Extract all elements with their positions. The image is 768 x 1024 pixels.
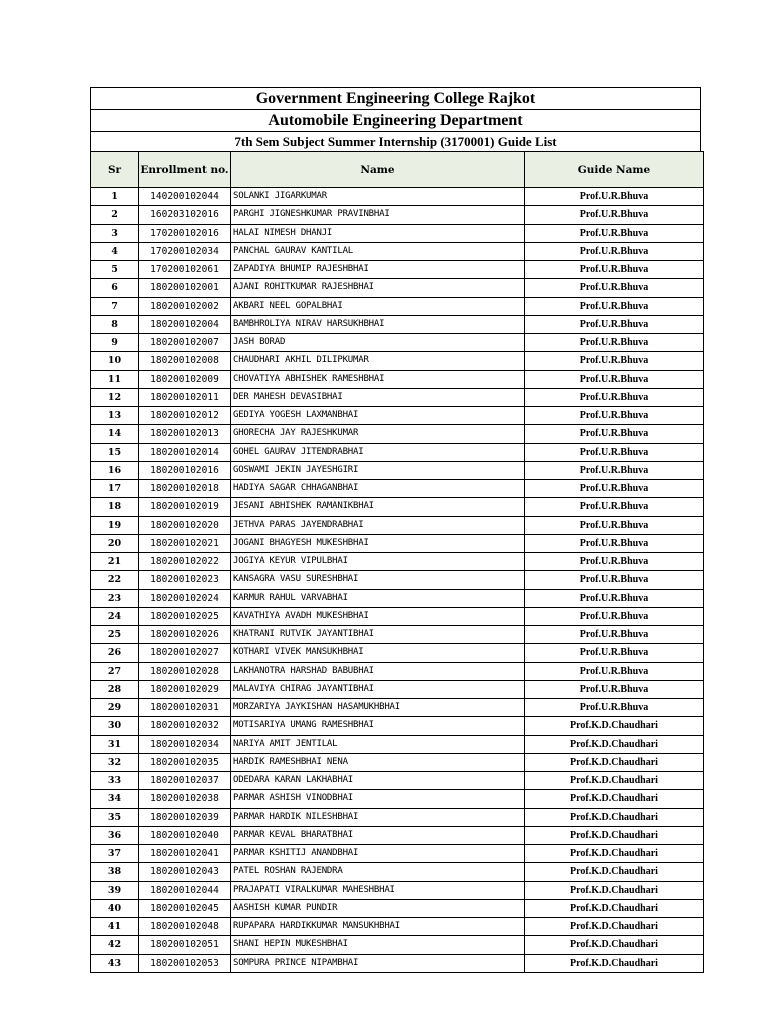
table-row [91,553,704,571]
row-name-cell: GHORECHA JAY RAJESHKUMAR [231,425,525,443]
table-row [91,644,704,662]
row-sr-cell: 8 [91,315,139,333]
table-row [91,826,704,844]
table-row [91,188,704,206]
row-guide-cell: Prof.U.R.Bhuva [525,516,704,534]
table-row [91,443,704,461]
row-guide-cell: Prof.U.R.Bhuva [525,407,704,425]
row-sr-cell: 14 [91,425,139,443]
row-enrollment-cell: 180200102037 [139,772,231,790]
table-row [91,954,704,972]
table-row [91,680,704,698]
row-guide-cell: Prof.U.R.Bhuva [525,607,704,625]
row-guide-cell: Prof.K.D.Chaudhari [525,772,704,790]
row-guide-cell: Prof.U.R.Bhuva [525,553,704,571]
row-enrollment-cell: 180200102021 [139,534,231,552]
row-guide-cell: Prof.K.D.Chaudhari [525,790,704,808]
row-name-cell: KHATRANI RUTVIK JAYANTIBHAI [231,626,525,644]
row-sr-cell: 36 [91,826,139,844]
table-row [91,352,704,370]
row-sr-cell: 40 [91,899,139,917]
row-sr-cell: 27 [91,662,139,680]
row-name-cell: CHOVATIYA ABHISHEK RAMESHBHAI [231,370,525,388]
row-guide-cell: Prof.U.R.Bhuva [525,206,704,224]
row-sr-cell: 18 [91,498,139,516]
row-enrollment-cell: 180200102018 [139,480,231,498]
row-name-cell: HADIYA SAGAR CHHAGANBHAI [231,480,525,498]
row-enrollment-cell: 180200102040 [139,826,231,844]
table-row [91,315,704,333]
row-sr-cell: 41 [91,918,139,936]
row-enrollment-cell: 180200102038 [139,790,231,808]
row-sr-cell: 6 [91,279,139,297]
table-row [91,626,704,644]
guide-list-sheet [90,87,701,973]
table-row [91,863,704,881]
row-name-cell: PATEL ROSHAN RAJENDRA [231,863,525,881]
table-row [91,662,704,680]
table-row [91,516,704,534]
row-guide-cell: Prof.K.D.Chaudhari [525,881,704,899]
row-enrollment-cell: 180200102001 [139,279,231,297]
table-row [91,845,704,863]
row-sr-cell: 5 [91,261,139,279]
row-name-cell: HARDIK RAMESHBHAI NENA [231,753,525,771]
row-name-cell: ODEDARA KARAN LAKHABHAI [231,772,525,790]
row-name-cell: PARMAR KEVAL BHARATBHAI [231,826,525,844]
row-name-cell: LAKHANOTRA HARSHAD BABUBHAI [231,662,525,680]
row-enrollment-cell: 180200102053 [139,954,231,972]
row-sr-cell: 16 [91,461,139,479]
table-row [91,279,704,297]
column-header-guide: Guide Name [525,152,704,188]
row-sr-cell: 38 [91,863,139,881]
row-guide-cell: Prof.U.R.Bhuva [525,699,704,717]
row-sr-cell: 15 [91,443,139,461]
row-sr-cell: 22 [91,571,139,589]
row-sr-cell: 37 [91,845,139,863]
row-enrollment-cell: 180200102044 [139,881,231,899]
row-enrollment-cell: 180200102009 [139,370,231,388]
table-row [91,498,704,516]
row-guide-cell: Prof.U.R.Bhuva [525,534,704,552]
table-header-row [91,152,704,188]
row-name-cell: SOLANKI JIGARKUMAR [231,188,525,206]
row-sr-cell: 31 [91,735,139,753]
row-name-cell: HALAI NIMESH DHANJI [231,224,525,242]
row-enrollment-cell: 180200102004 [139,315,231,333]
row-enrollment-cell: 180200102045 [139,899,231,917]
row-sr-cell: 35 [91,808,139,826]
row-name-cell: SHANI HEPIN MUKESHBHAI [231,936,525,954]
table-row [91,334,704,352]
row-sr-cell: 7 [91,297,139,315]
column-header-name: Name [231,152,525,188]
table-row [91,699,704,717]
department-title: Automobile Engineering Department [90,109,701,131]
row-guide-cell: Prof.K.D.Chaudhari [525,808,704,826]
row-enrollment-cell: 180200102019 [139,498,231,516]
row-enrollment-cell: 180200102016 [139,461,231,479]
row-guide-cell: Prof.U.R.Bhuva [525,334,704,352]
table-row [91,607,704,625]
row-name-cell: MOTISARIYA UMANG RAMESHBHAI [231,717,525,735]
row-guide-cell: Prof.U.R.Bhuva [525,461,704,479]
row-enrollment-cell: 180200102035 [139,753,231,771]
row-sr-cell: 25 [91,626,139,644]
row-name-cell: BAMBHROLIYA NIRAV HARSUKHBHAI [231,315,525,333]
table-row [91,881,704,899]
row-sr-cell: 29 [91,699,139,717]
row-guide-cell: Prof.U.R.Bhuva [525,370,704,388]
row-enrollment-cell: 180200102051 [139,936,231,954]
row-guide-cell: Prof.U.R.Bhuva [525,498,704,516]
row-guide-cell: Prof.U.R.Bhuva [525,352,704,370]
row-guide-cell: Prof.U.R.Bhuva [525,480,704,498]
row-sr-cell: 21 [91,553,139,571]
row-enrollment-cell: 180200102043 [139,863,231,881]
row-name-cell: GOHEL GAURAV JITENDRABHAI [231,443,525,461]
table-row [91,297,704,315]
row-name-cell: NARIYA AMIT JENTILAL [231,735,525,753]
table-row [91,224,704,242]
row-name-cell: KANSAGRA VASU SURESHBHAI [231,571,525,589]
row-name-cell: JASH BORAD [231,334,525,352]
college-title: Government Engineering College Rajkot [90,87,701,109]
row-enrollment-cell: 180200102034 [139,735,231,753]
column-header-enrollment: Enrollment no. [139,152,231,188]
row-name-cell: RUPAPARA HARDIKKUMAR MANSUKHBHAI [231,918,525,936]
table-body [91,188,704,973]
row-sr-cell: 12 [91,388,139,406]
table-row [91,206,704,224]
row-guide-cell: Prof.U.R.Bhuva [525,644,704,662]
table-row [91,772,704,790]
row-name-cell: PARMAR HARDIK NILESHBHAI [231,808,525,826]
row-enrollment-cell: 180200102022 [139,553,231,571]
row-sr-cell: 39 [91,881,139,899]
row-guide-cell: Prof.K.D.Chaudhari [525,717,704,735]
row-enrollment-cell: 180200102027 [139,644,231,662]
row-sr-cell: 43 [91,954,139,972]
row-name-cell: GEDIYA YOGESH LAXMANBHAI [231,407,525,425]
column-header-sr: Sr [91,152,139,188]
row-sr-cell: 2 [91,206,139,224]
row-sr-cell: 9 [91,334,139,352]
row-enrollment-cell: 180200102039 [139,808,231,826]
row-name-cell: PARGHI JIGNESHKUMAR PRAVINBHAI [231,206,525,224]
row-name-cell: JESANI ABHISHEK RAMANIKBHAI [231,498,525,516]
row-sr-cell: 20 [91,534,139,552]
row-guide-cell: Prof.U.R.Bhuva [525,188,704,206]
table-row [91,261,704,279]
row-name-cell: PARMAR ASHISH VINODBHAI [231,790,525,808]
table-row [91,936,704,954]
row-guide-cell: Prof.U.R.Bhuva [525,242,704,260]
table-row [91,480,704,498]
row-sr-cell: 13 [91,407,139,425]
row-guide-cell: Prof.K.D.Chaudhari [525,899,704,917]
row-enrollment-cell: 180200102007 [139,334,231,352]
row-guide-cell: Prof.K.D.Chaudhari [525,826,704,844]
table-row [91,589,704,607]
row-enrollment-cell: 180200102023 [139,571,231,589]
row-enrollment-cell: 180200102048 [139,918,231,936]
row-name-cell: AKBARI NEEL GOPALBHAI [231,297,525,315]
row-name-cell: PANCHAL GAURAV KANTILAL [231,242,525,260]
row-name-cell: AASHISH KUMAR PUNDIR [231,899,525,917]
table-row [91,735,704,753]
row-enrollment-cell: 180200102012 [139,407,231,425]
row-sr-cell: 24 [91,607,139,625]
row-name-cell: JOGIYA KEYUR VIPULBHAI [231,553,525,571]
row-sr-cell: 23 [91,589,139,607]
row-guide-cell: Prof.K.D.Chaudhari [525,936,704,954]
row-guide-cell: Prof.K.D.Chaudhari [525,753,704,771]
row-guide-cell: Prof.U.R.Bhuva [525,626,704,644]
row-name-cell: KAVATHIYA AVADH MUKESHBHAI [231,607,525,625]
table-row [91,370,704,388]
row-guide-cell: Prof.U.R.Bhuva [525,261,704,279]
table-row [91,425,704,443]
row-enrollment-cell: 180200102008 [139,352,231,370]
row-guide-cell: Prof.U.R.Bhuva [525,662,704,680]
table-row [91,571,704,589]
row-guide-cell: Prof.U.R.Bhuva [525,279,704,297]
guide-table [90,151,704,973]
row-enrollment-cell: 180200102041 [139,845,231,863]
row-guide-cell: Prof.U.R.Bhuva [525,388,704,406]
row-name-cell: PARMAR KSHITIJ ANANDBHAI [231,845,525,863]
row-name-cell: KOTHARI VIVEK MANSUKHBHAI [231,644,525,662]
row-enrollment-cell: 180200102002 [139,297,231,315]
row-name-cell: JOGANI BHAGYESH MUKESHBHAI [231,534,525,552]
row-name-cell: CHAUDHARI AKHIL DILIPKUMAR [231,352,525,370]
table-row [91,461,704,479]
row-guide-cell: Prof.U.R.Bhuva [525,297,704,315]
row-guide-cell: Prof.K.D.Chaudhari [525,845,704,863]
row-sr-cell: 11 [91,370,139,388]
row-sr-cell: 3 [91,224,139,242]
row-sr-cell: 32 [91,753,139,771]
row-sr-cell: 10 [91,352,139,370]
row-guide-cell: Prof.K.D.Chaudhari [525,918,704,936]
row-name-cell: KARMUR RAHUL VARVABHAI [231,589,525,607]
row-enrollment-cell: 180200102024 [139,589,231,607]
row-sr-cell: 17 [91,480,139,498]
table-row [91,899,704,917]
row-name-cell: DER MAHESH DEVASIBHAI [231,388,525,406]
subject-title: 7th Sem Subject Summer Internship (3170001) Guide List [90,131,701,151]
table-row [91,407,704,425]
row-name-cell: GOSWAMI JEKIN JAYESHGIRI [231,461,525,479]
row-sr-cell: 30 [91,717,139,735]
row-enrollment-cell: 140200102044 [139,188,231,206]
row-enrollment-cell: 170200102061 [139,261,231,279]
table-row [91,753,704,771]
row-name-cell: SOMPURA PRINCE NIPAMBHAI [231,954,525,972]
row-enrollment-cell: 180200102029 [139,680,231,698]
row-sr-cell: 33 [91,772,139,790]
row-guide-cell: Prof.U.R.Bhuva [525,315,704,333]
row-sr-cell: 42 [91,936,139,954]
row-name-cell: MALAVIYA CHIRAG JAYANTIBHAI [231,680,525,698]
row-enrollment-cell: 180200102020 [139,516,231,534]
row-sr-cell: 4 [91,242,139,260]
row-guide-cell: Prof.U.R.Bhuva [525,571,704,589]
row-enrollment-cell: 170200102016 [139,224,231,242]
row-guide-cell: Prof.U.R.Bhuva [525,680,704,698]
row-enrollment-cell: 180200102028 [139,662,231,680]
row-guide-cell: Prof.U.R.Bhuva [525,589,704,607]
row-enrollment-cell: 180200102011 [139,388,231,406]
row-enrollment-cell: 180200102031 [139,699,231,717]
table-row [91,790,704,808]
row-guide-cell: Prof.U.R.Bhuva [525,224,704,242]
row-sr-cell: 28 [91,680,139,698]
row-guide-cell: Prof.K.D.Chaudhari [525,954,704,972]
row-enrollment-cell: 160203102016 [139,206,231,224]
row-sr-cell: 26 [91,644,139,662]
row-guide-cell: Prof.K.D.Chaudhari [525,735,704,753]
row-enrollment-cell: 180200102014 [139,443,231,461]
table-row [91,242,704,260]
row-enrollment-cell: 180200102032 [139,717,231,735]
row-sr-cell: 19 [91,516,139,534]
table-row [91,918,704,936]
row-sr-cell: 1 [91,188,139,206]
row-enrollment-cell: 180200102026 [139,626,231,644]
row-guide-cell: Prof.U.R.Bhuva [525,443,704,461]
row-name-cell: JETHVA PARAS JAYENDRABHAI [231,516,525,534]
table-row [91,717,704,735]
row-enrollment-cell: 180200102013 [139,425,231,443]
row-guide-cell: Prof.U.R.Bhuva [525,425,704,443]
row-name-cell: MORZARIYA JAYKISHAN HASAMUKHBHAI [231,699,525,717]
row-name-cell: ZAPADIYA BHUMIP RAJESHBHAI [231,261,525,279]
row-guide-cell: Prof.K.D.Chaudhari [525,863,704,881]
table-row [91,534,704,552]
row-name-cell: AJANI ROHITKUMAR RAJESHBHAI [231,279,525,297]
table-row [91,808,704,826]
row-name-cell: PRAJAPATI VIRALKUMAR MAHESHBHAI [231,881,525,899]
table-row [91,388,704,406]
row-sr-cell: 34 [91,790,139,808]
row-enrollment-cell: 170200102034 [139,242,231,260]
row-enrollment-cell: 180200102025 [139,607,231,625]
